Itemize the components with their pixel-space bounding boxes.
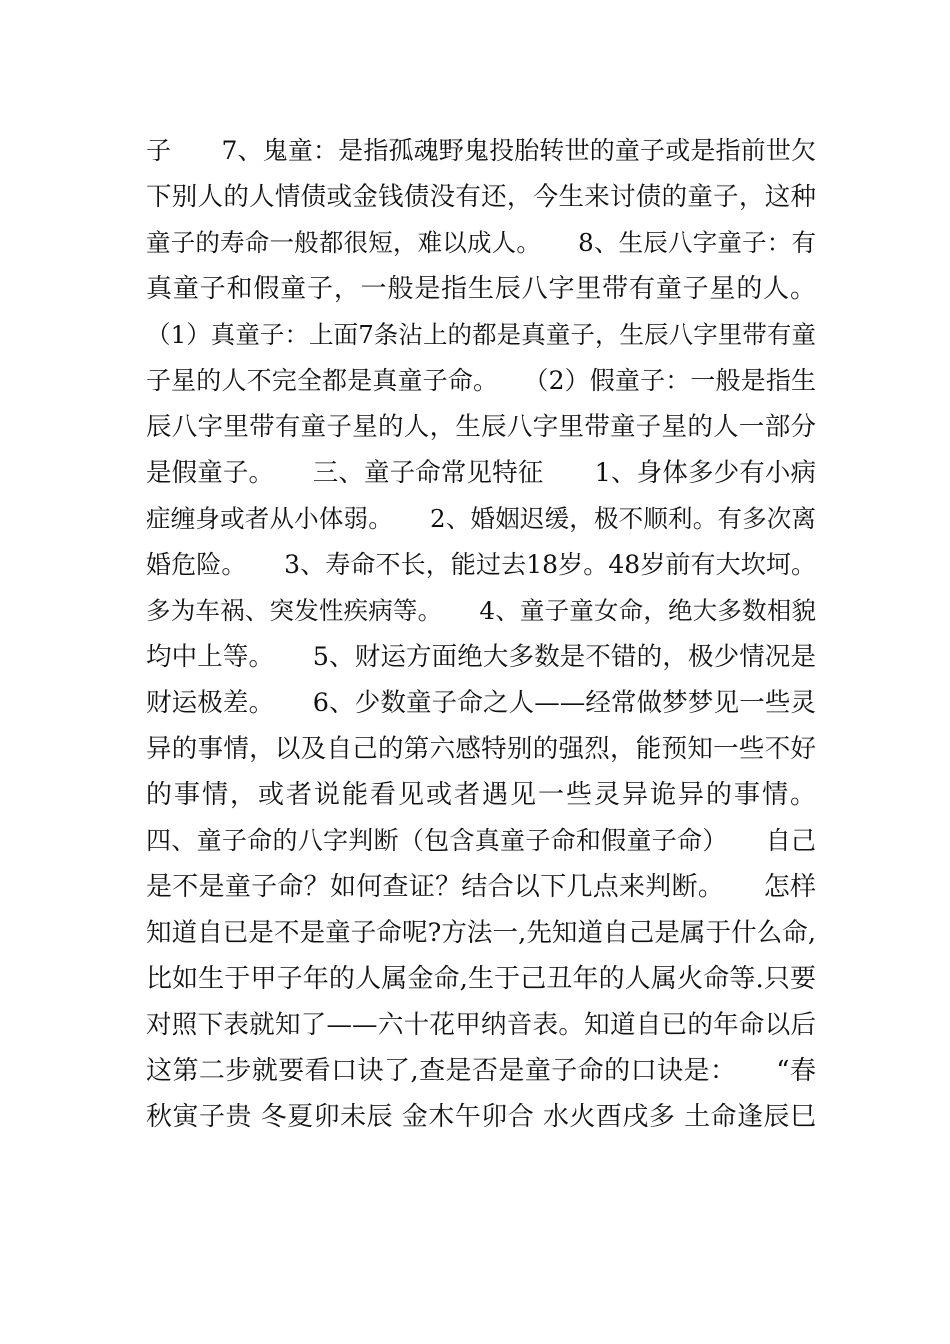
text-line: 比如生于甲子年的人属金命,生于己丑年的人属火命等.只要 — [146, 964, 816, 994]
text-line: 多为车祸、突发性疾病等。 4、童子童女命，绝大多数相貌 — [146, 596, 816, 625]
text-line: 子 7、鬼童：是指孤魂野鬼投胎转世的童子或是指前世欠 — [146, 136, 816, 165]
body-text — [146, 128, 816, 1140]
text-line: 是不是童子命？如何查证？结合以下几点来判断。 怎样 — [146, 872, 816, 902]
text-line: 财运极差。 6、少数童子命之人——经常做梦梦见一些灵 — [146, 688, 816, 718]
text-line: 症缠身或者从小体弱。 2、婚姻迟缓，极不顺利。有多次离 — [146, 504, 816, 533]
text-line: 真童子和假童子，一般是指生辰八字里带有童子星的人。 — [146, 274, 816, 304]
text-line: 对照下表就知了——六十花甲纳音表。知道自已的年命以后 — [146, 1010, 816, 1040]
text-line: 婚危险。 3、寿命不长，能过去18岁。48岁前有大坎坷。 — [146, 550, 816, 579]
text-line: 四、童子命的八字判断（包含真童子命和假童子命） 自己 — [146, 826, 816, 855]
text-line: 童子的寿命一般都很短，难以成人。 8、生辰八字童子：有 — [146, 228, 816, 257]
text-line: 均中上等。 5、财运方面绝大多数是不错的，极少情况是 — [146, 642, 816, 672]
text-line: 的事情，或者说能看见或者遇见一些灵异诡异的事情。 — [146, 780, 816, 810]
text-line: 下别人的人情债或金钱债没有还，今生来讨债的童子，这种 — [146, 182, 816, 212]
text-line: 子星的人不完全都是真童子命。 （2）假童子：一般是指生 — [146, 366, 816, 395]
text-line: 异的事情，以及自己的第六感特别的强烈，能预知一些不好 — [146, 734, 816, 764]
text-line: 知道自已是不是童子命呢?方法一,先知道自己是属于什么命, — [146, 918, 816, 948]
text-line: 这第二步就要看口诀了,查是否是童子命的口诀是： “春 — [146, 1056, 816, 1086]
text-line: （1）真童子：上面7条沾上的都是真童子，生辰八字里带有童 — [146, 320, 816, 349]
text-line: 是假童子。 三、童子命常见特征 1、身体多少有小病 — [146, 458, 816, 488]
text-line: 辰八字里带有童子星的人，生辰八字里带童子星的人一部分 — [146, 412, 816, 442]
text-line: 秋寅子贵 冬夏卯未辰 金木午卯合 水火酉戌多 土命逢辰巳 — [146, 1102, 816, 1132]
